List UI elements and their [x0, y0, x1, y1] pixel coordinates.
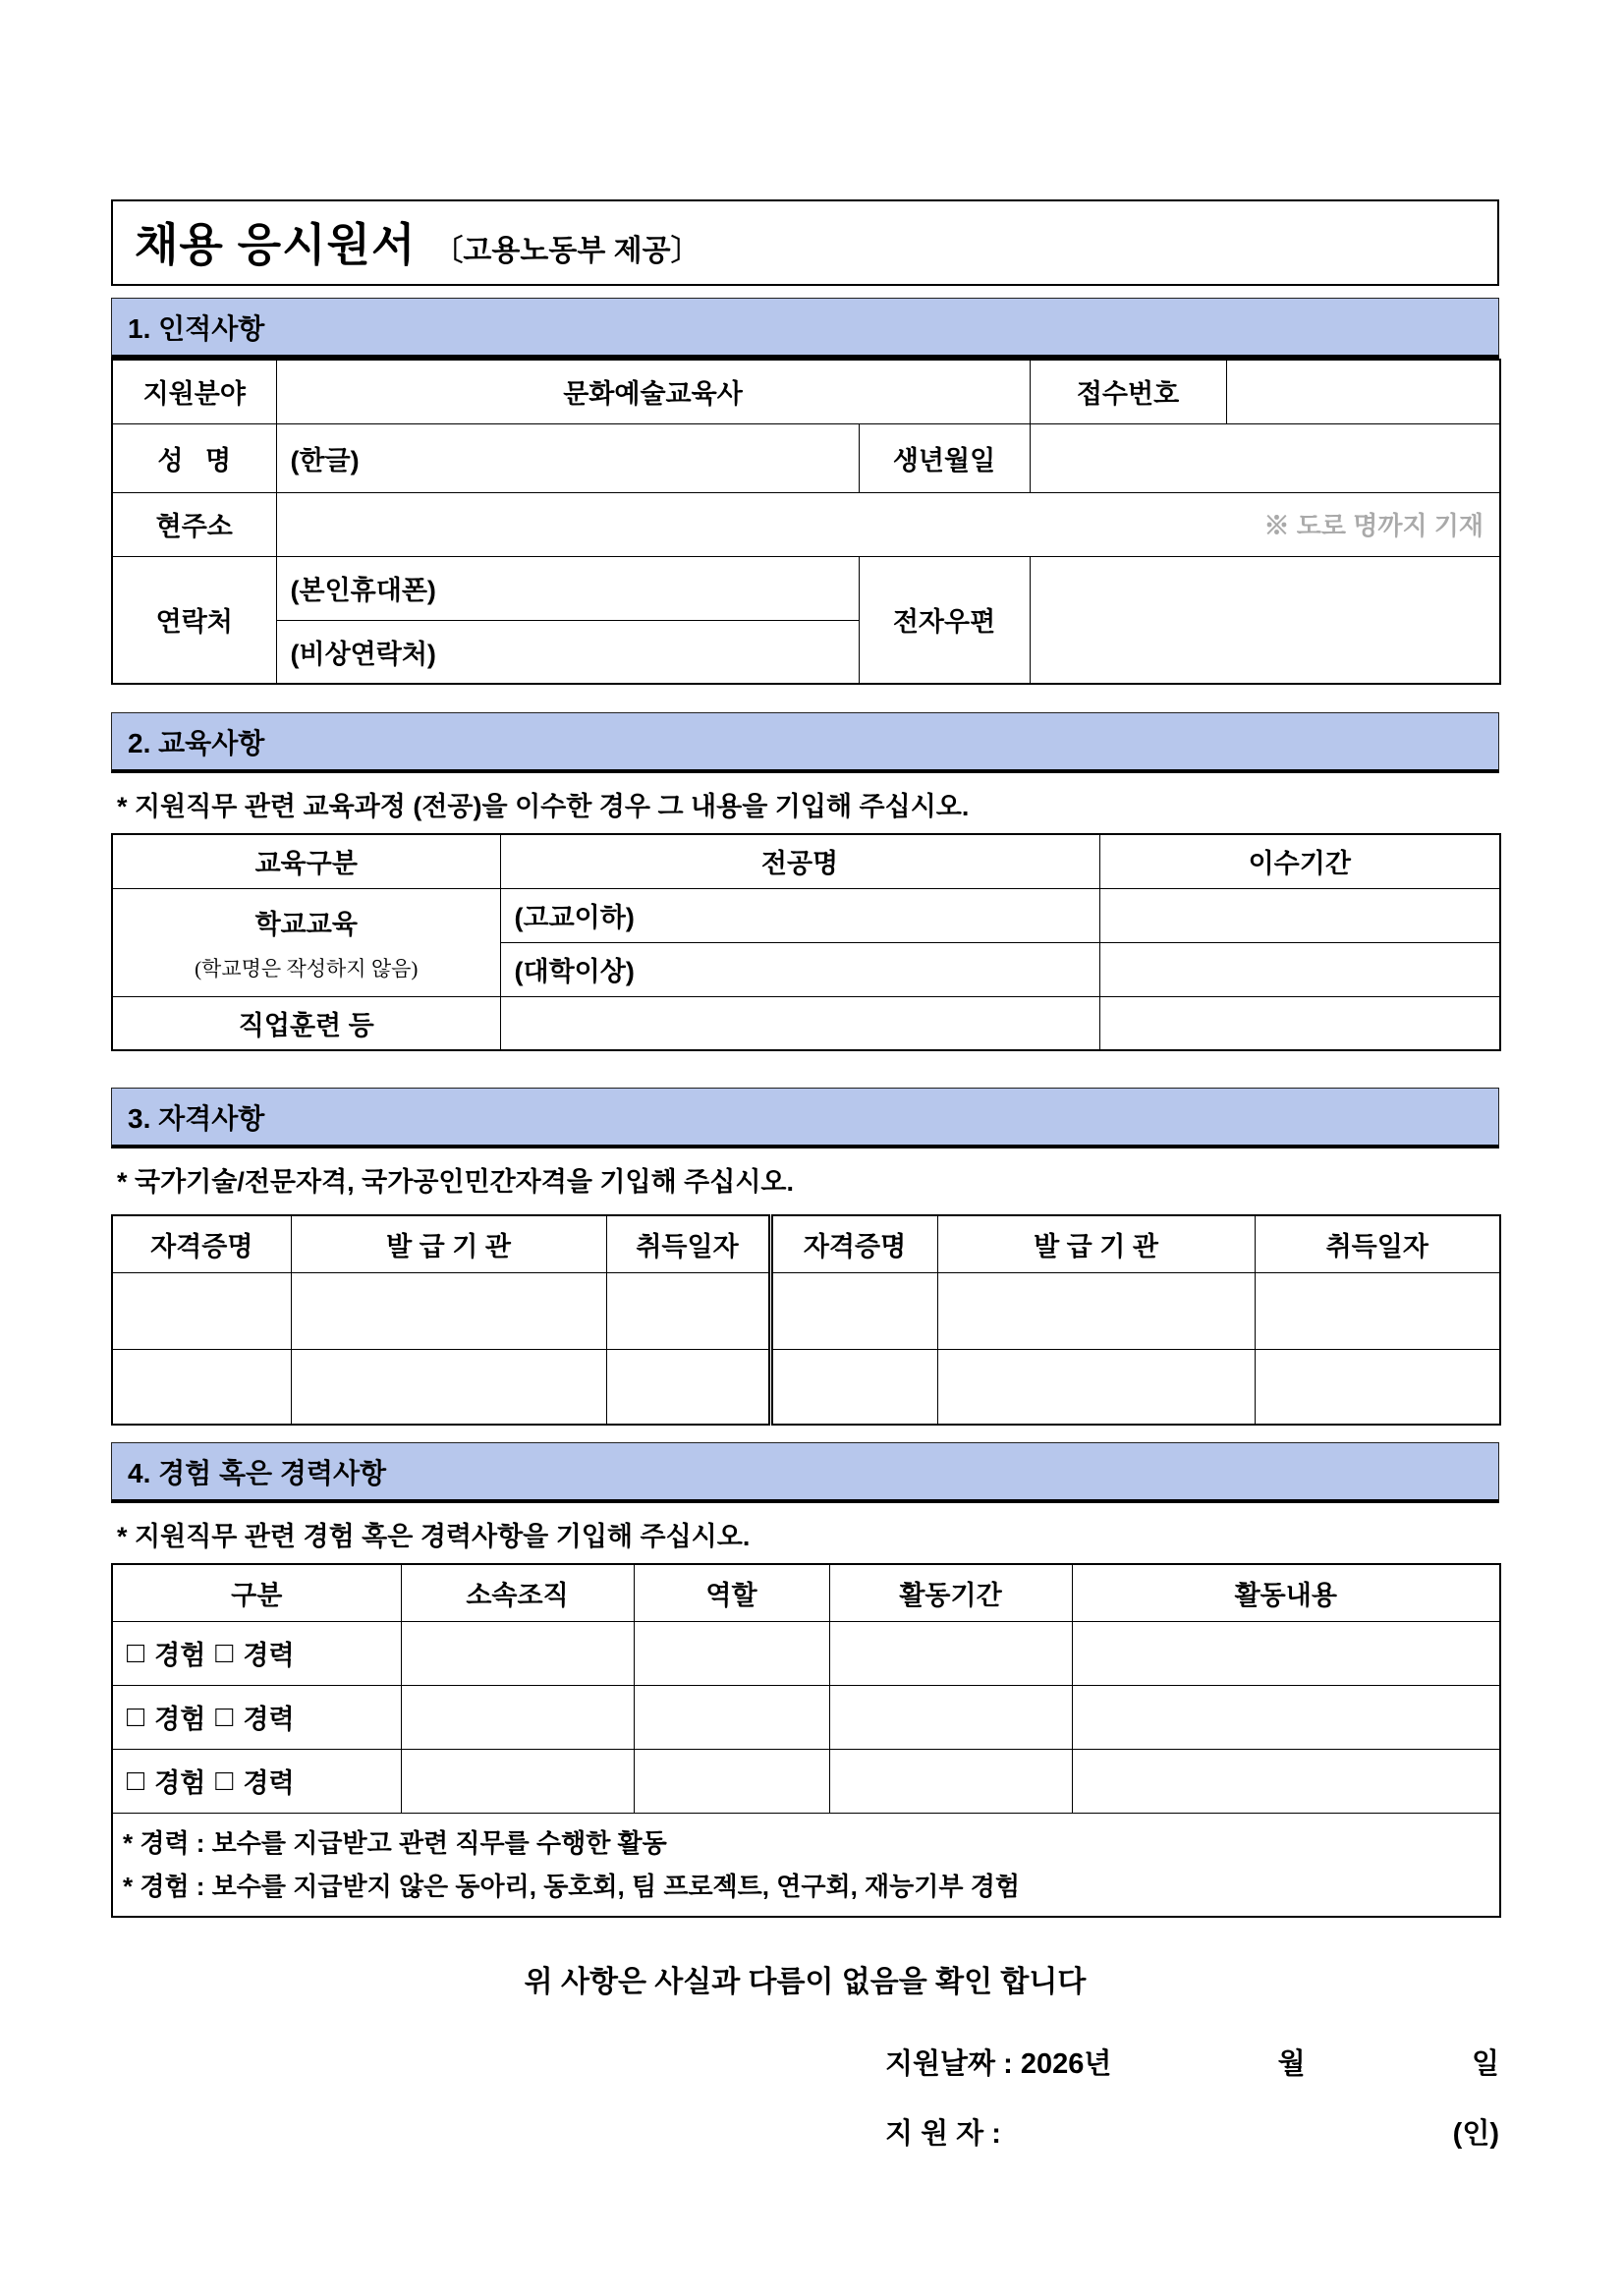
month-label: 월: [1277, 2047, 1306, 2080]
qual-cert-input[interactable]: [112, 1272, 291, 1349]
exp-col-organization: 소속조직: [401, 1564, 634, 1621]
major-university-input[interactable]: [500, 942, 1099, 996]
application-date-row: [885, 2042, 1499, 2082]
section-4-heading: 4. 경험 혹은 경력사항: [128, 1457, 387, 1488]
qual-cert-input[interactable]: [112, 1349, 291, 1425]
school-education-label: 학교교육: [254, 909, 358, 939]
seal-label: (인): [1452, 2117, 1499, 2150]
vocational-training-label: 직업훈련 등: [112, 996, 500, 1050]
section-3-heading: 3. 자격사항: [128, 1102, 265, 1134]
qual-col-date-1: 취득일자: [606, 1215, 770, 1272]
university-hint: (대학이상): [514, 957, 635, 986]
career-checkbox-label: 경력: [243, 1641, 295, 1670]
exp-col-period: 활동기간: [829, 1564, 1072, 1621]
exp-role-input[interactable]: [634, 1621, 829, 1685]
major-vocational-input[interactable]: [500, 996, 1099, 1050]
career-checkbox[interactable]: □: [215, 1636, 234, 1669]
exp-role-input[interactable]: [634, 1685, 829, 1749]
qual-col-issuer-1: 발 급 기 관: [291, 1215, 606, 1272]
birthdate-label: 생년월일: [859, 423, 1030, 492]
education-table: [111, 833, 1501, 1051]
name-input[interactable]: [276, 423, 859, 492]
exp-col-type: 구분: [112, 1564, 401, 1621]
section-2-heading: 2. 교육사항: [128, 727, 265, 758]
emergency-contact-input[interactable]: [276, 620, 859, 684]
qual-issuer-input[interactable]: [937, 1272, 1255, 1349]
exp-period-input[interactable]: [829, 1621, 1072, 1685]
email-input[interactable]: [1030, 556, 1500, 684]
qualification-table: [111, 1214, 1501, 1426]
experience-table: [111, 1563, 1501, 1918]
experience-note: * 지원직무 관련 경험 혹은 경력사항을 기입해 주십시오.: [117, 1522, 751, 1551]
qual-date-input[interactable]: [606, 1272, 770, 1349]
address-hint: ※ 도로 명까지 기재: [1263, 511, 1484, 540]
experience-row: [112, 1749, 1500, 1813]
school-education-sub-label: (학교명은 작성하지 않음): [195, 956, 419, 980]
form-title-box: [111, 199, 1499, 286]
experience-checkbox-label: 경험: [154, 1641, 206, 1670]
education-note: * 지원직무 관련 교육과정 (전공)을 이수한 경우 그 내용을 기입해 주십시오.: [117, 792, 970, 821]
qual-col-issuer-2: 발 급 기 관: [937, 1215, 1255, 1272]
education-col-type: 교육구분: [112, 834, 500, 888]
name-label: 성 명: [112, 423, 276, 492]
section-experience-header: [111, 1442, 1499, 1503]
address-label: 현주소: [112, 492, 276, 556]
contact-label: 연락처: [112, 556, 276, 684]
applicant-signature-row: [885, 2111, 1499, 2152]
exp-col-role: 역할: [634, 1564, 829, 1621]
qual-col-cert-2: 자격증명: [770, 1215, 937, 1272]
career-definition-note: * 경력 : 보수를 지급받고 관련 직무를 수행한 활동: [123, 1827, 667, 1858]
exp-organization-input[interactable]: [401, 1621, 634, 1685]
name-hangul-hint: (한글): [290, 445, 360, 476]
school-education-label-cell: [112, 888, 500, 996]
experience-row: [112, 1621, 1500, 1685]
mobile-phone-input[interactable]: [276, 556, 859, 620]
applicant-label: 지 원 자 :: [885, 2117, 1001, 2150]
personal-info-table: [111, 359, 1501, 685]
exp-role-input[interactable]: [634, 1749, 829, 1813]
exp-period-input[interactable]: [829, 1685, 1072, 1749]
birthdate-input[interactable]: [1030, 423, 1500, 492]
application-date-prefix: 지원날짜 : 2026년: [885, 2047, 1112, 2080]
form-title: 채용 응시원서: [135, 219, 417, 270]
experience-checkbox[interactable]: □: [127, 1700, 145, 1733]
career-checkbox[interactable]: □: [215, 1764, 234, 1797]
receipt-number-input[interactable]: [1226, 360, 1500, 423]
day-label: 일: [1471, 2047, 1499, 2080]
period-highschool-input[interactable]: [1099, 888, 1500, 942]
section-1-heading: 1. 인적사항: [128, 312, 265, 344]
exp-detail-input[interactable]: [1072, 1685, 1500, 1749]
education-col-period: 이수기간: [1099, 834, 1500, 888]
qual-issuer-input[interactable]: [291, 1272, 606, 1349]
exp-organization-input[interactable]: [401, 1749, 634, 1813]
qualification-note: * 국가기술/전문자격, 국가공인민간자격을 기입해 주십시오.: [117, 1167, 794, 1197]
career-checkbox-label: 경력: [243, 1705, 295, 1734]
qual-date-input[interactable]: [606, 1349, 770, 1425]
qual-cert-input[interactable]: [770, 1349, 937, 1425]
apply-field-value: 문화예술교육사: [276, 360, 1030, 423]
qual-date-input[interactable]: [1255, 1272, 1500, 1349]
qual-issuer-input[interactable]: [291, 1349, 606, 1425]
experience-checkbox-label: 경험: [154, 1705, 206, 1734]
qual-col-cert-1: 자격증명: [112, 1215, 291, 1272]
emergency-contact-hint: (비상연락처): [290, 639, 436, 669]
experience-checkbox-label: 경험: [154, 1768, 206, 1798]
address-input[interactable]: [276, 492, 1500, 556]
period-university-input[interactable]: [1099, 942, 1500, 996]
highschool-hint: (고교이하): [514, 903, 635, 932]
form-title-source: 〔고용노동부 제공〕: [433, 235, 700, 267]
major-highschool-input[interactable]: [500, 888, 1099, 942]
qual-col-date-2: 취득일자: [1255, 1215, 1500, 1272]
career-checkbox[interactable]: □: [215, 1700, 234, 1733]
qual-date-input[interactable]: [1255, 1349, 1500, 1425]
exp-detail-input[interactable]: [1072, 1621, 1500, 1685]
qual-issuer-input[interactable]: [937, 1349, 1255, 1425]
email-label: 전자우편: [859, 556, 1030, 684]
exp-organization-input[interactable]: [401, 1685, 634, 1749]
education-col-major: 전공명: [500, 834, 1099, 888]
exp-period-input[interactable]: [829, 1749, 1072, 1813]
qual-cert-input[interactable]: [770, 1272, 937, 1349]
section-education-header: [111, 712, 1499, 773]
section-qualification-header: [111, 1088, 1499, 1148]
mobile-phone-hint: (본인휴대폰): [290, 576, 436, 605]
exp-detail-input[interactable]: [1072, 1749, 1500, 1813]
career-checkbox-label: 경력: [243, 1768, 295, 1798]
experience-definition-note: * 경험 : 보수를 지급받지 않은 동아리, 동호회, 팀 프로젝트, 연구회, 재능기부 경험: [123, 1871, 1020, 1901]
experience-checkbox[interactable]: □: [127, 1764, 145, 1797]
experience-row: [112, 1685, 1500, 1749]
period-vocational-input[interactable]: [1099, 996, 1500, 1050]
experience-footnotes: [112, 1813, 1500, 1917]
apply-field-label: 지원분야: [112, 360, 276, 423]
exp-col-detail: 활동내용: [1072, 1564, 1500, 1621]
section-personal-info-header: [111, 298, 1499, 359]
receipt-number-label: 접수번호: [1030, 360, 1226, 423]
confirmation-statement: 위 사항은 사실과 다름이 없음을 확인 합니다: [524, 1965, 1087, 1998]
experience-checkbox[interactable]: □: [127, 1636, 145, 1669]
